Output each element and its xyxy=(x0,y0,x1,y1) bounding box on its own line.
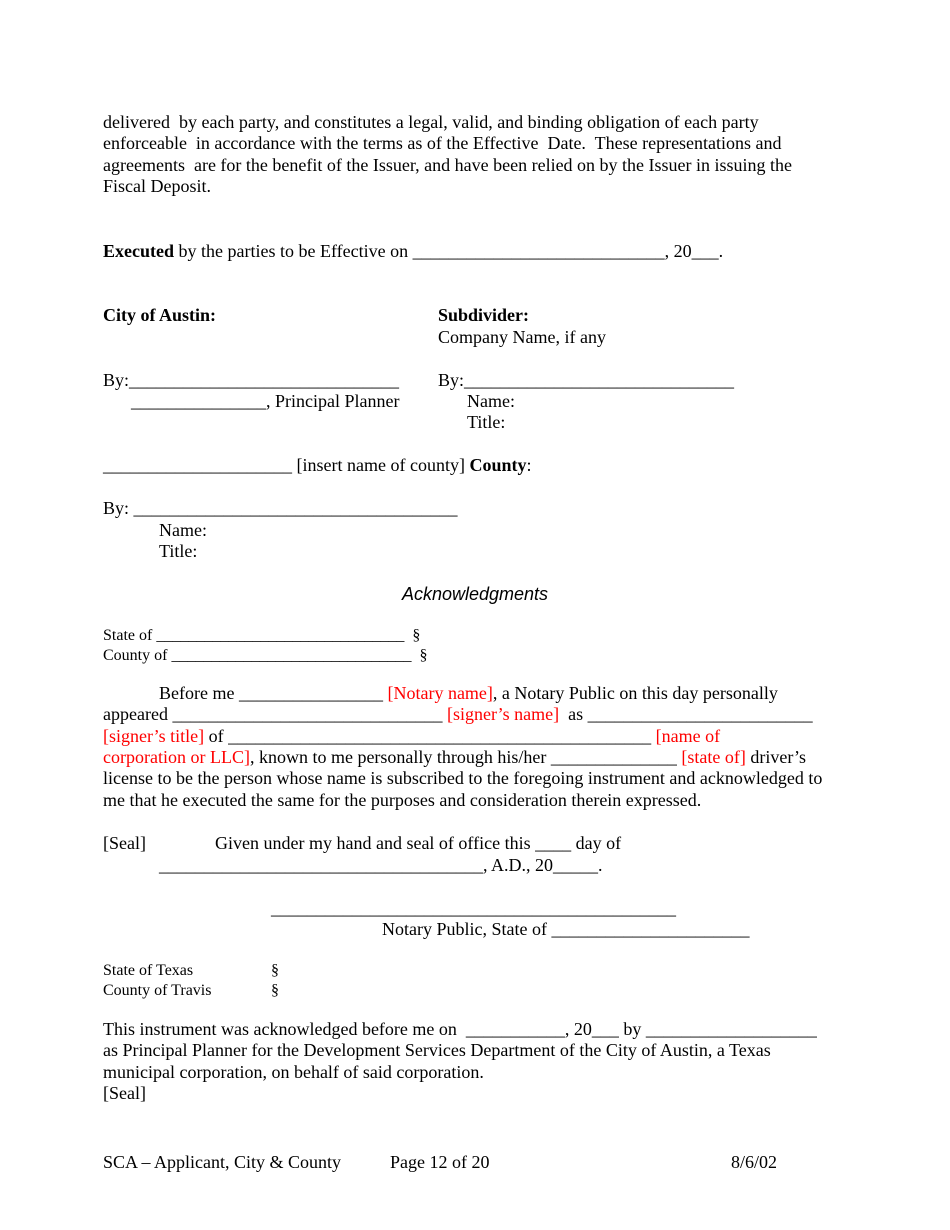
city-heading: City of Austin: xyxy=(103,305,217,325)
notary1-line-3 xyxy=(103,726,720,747)
notary1-text: appeared ______________________________ xyxy=(103,704,447,724)
executed-label: Executed xyxy=(103,241,174,261)
intro-line-1: delivered by each party, and constitutes a legal, valid, and binding obligation of each party xyxy=(103,112,759,132)
notary1-text: , known to me personally through his/her ______________ xyxy=(249,747,682,767)
county-by-line: By: ____________________________________ xyxy=(103,498,458,518)
signer-name-placeholder: [signer’s name] xyxy=(446,704,560,724)
footer-document-name: SCA – Applicant, City & County xyxy=(103,1152,342,1172)
acknowledgments-title: Acknowledgments xyxy=(401,584,549,604)
county-blank: _____________________ [insert name of county] xyxy=(103,455,470,475)
subdivider-company: Company Name, if any xyxy=(438,327,606,347)
city-title-line: _______________, Principal Planner xyxy=(131,391,400,411)
executed-line xyxy=(103,241,723,262)
city-by-line: By:______________________________ xyxy=(103,370,400,390)
subdivider-name: Name: xyxy=(467,391,515,411)
notary2-state: State of Texas xyxy=(103,962,194,979)
subdivider-heading: Subdivider: xyxy=(438,305,530,325)
subdivider-by-line: By:______________________________ xyxy=(438,370,735,390)
notary1-line-5: license to be the person whose name is subscribed to the foregoing instrument and acknowledged to xyxy=(103,768,823,788)
corporation-llc-placeholder: corporation or LLC] xyxy=(103,747,250,767)
notary2-line-2: as Principal Planner for the Development Services Department of the City of Austin, a Texas xyxy=(103,1040,771,1060)
notary1-line-4 xyxy=(103,747,806,768)
county-heading xyxy=(103,455,531,476)
notary1-seal: [Seal] xyxy=(103,833,146,853)
notary1-text: , a Notary Public on this day personally xyxy=(492,683,778,703)
notary1-line-1 xyxy=(159,683,778,704)
notary2-county: County of Travis xyxy=(103,982,212,999)
notary1-text: of _______________________________________________ xyxy=(204,726,656,746)
signer-title-placeholder: [signer’s title] xyxy=(103,726,205,746)
intro-line-3: agreements are for the benefit of the Issuer, and have been relied on by the Issuer in issuing the xyxy=(103,155,793,175)
county-label: County xyxy=(469,455,527,475)
notary1-text: as _________________________ xyxy=(559,704,813,724)
notary1-given-date: ____________________________________, A.D., 20_____. xyxy=(159,855,603,875)
notary1-state: State of _______________________________ § xyxy=(103,627,421,644)
intro-line-4: Fiscal Deposit. xyxy=(103,176,211,196)
county-name: Name: xyxy=(159,520,207,540)
footer-page-number: Page 12 of 20 xyxy=(390,1152,490,1172)
corporation-name-placeholder: [name of xyxy=(655,726,721,746)
notary1-line-2 xyxy=(103,704,813,725)
notary1-public-line: Notary Public, State of ______________________ xyxy=(382,919,750,939)
subdivider-title: Title: xyxy=(467,412,506,432)
intro-line-2: enforceable in accordance with the terms as of the Effective Date. These representations and xyxy=(103,133,782,153)
footer-date: 8/6/02 xyxy=(731,1152,778,1172)
county-title: Title: xyxy=(159,541,198,561)
notary-name-placeholder: [Notary name] xyxy=(387,683,493,703)
notary2-county-section-sign: § xyxy=(271,982,279,999)
notary1-county: County of ______________________________ § xyxy=(103,647,428,664)
county-colon: : xyxy=(526,455,532,475)
notary2-line-3: municipal corporation, on behalf of said corporation. xyxy=(103,1062,484,1082)
notary2-state-section-sign: § xyxy=(271,962,279,979)
notary2-seal: [Seal] xyxy=(103,1083,146,1103)
notary1-text: driver’s xyxy=(745,747,807,767)
notary2-line-1: This instrument was acknowledged before me on ___________, 20___ by ___________________ xyxy=(103,1019,817,1039)
notary1-line-6: me that he executed the same for the purposes and consideration therein expressed. xyxy=(103,790,702,810)
notary1-given: Given under my hand and seal of office this ____ day of xyxy=(215,833,622,853)
state-of-placeholder: [state of] xyxy=(681,747,746,767)
executed-rest: by the parties to be Effective on ____________________________, 20___. xyxy=(174,241,724,261)
notary1-signature-line: _____________________________________________ xyxy=(271,898,676,918)
notary1-text: Before me ________________ xyxy=(159,683,388,703)
